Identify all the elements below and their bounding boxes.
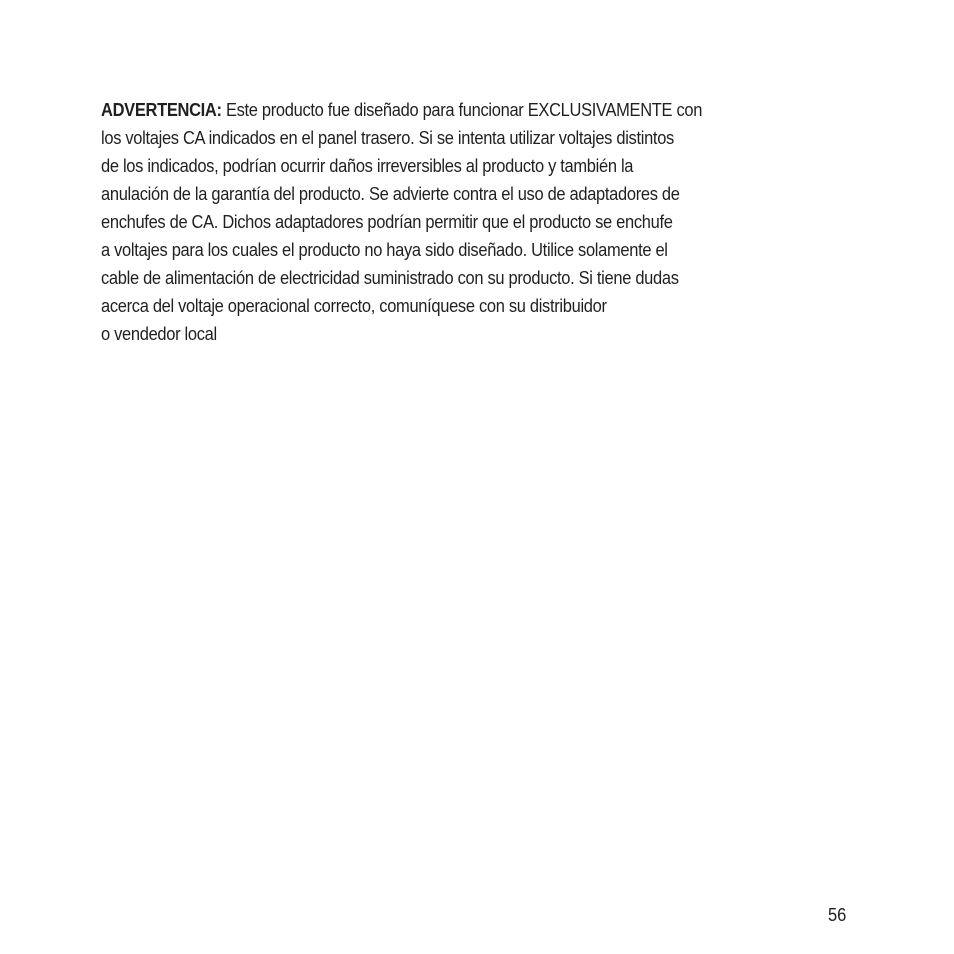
- page-number: 56: [828, 904, 847, 925]
- warning-text-line-1: Este producto fue diseñado para funcionar EXCLUSIVAMENTE con: [221, 99, 703, 120]
- warning-label: ADVERTENCIA:: [101, 99, 222, 120]
- warning-line-5: enchufes de CA. Dichos adaptadores podrían permitir que el producto se enchufe: [101, 211, 673, 232]
- warning-line-4: anulación de la garantía del producto. Se advierte contra el uso de adaptadores de: [101, 183, 680, 204]
- warning-line-2: los voltajes CA indicados en el panel trasero. Si se intenta utilizar voltajes distintos: [101, 127, 674, 148]
- warning-line-8: acerca del voltaje operacional correcto, comuníquese con su distribuidor: [101, 295, 607, 316]
- warning-line-6: a voltajes para los cuales el producto no haya sido diseñado. Utilice solamente el: [101, 239, 668, 260]
- warning-line-3: de los indicados, podrían ocurrir daños irreversibles al producto y también la: [101, 155, 634, 176]
- warning-line-7: cable de alimentación de electricidad suministrado con su producto. Si tiene dudas: [101, 267, 679, 288]
- warning-paragraph: [101, 96, 861, 348]
- warning-line-9: o vendedor local: [101, 323, 217, 344]
- warning-line-1: [101, 96, 777, 124]
